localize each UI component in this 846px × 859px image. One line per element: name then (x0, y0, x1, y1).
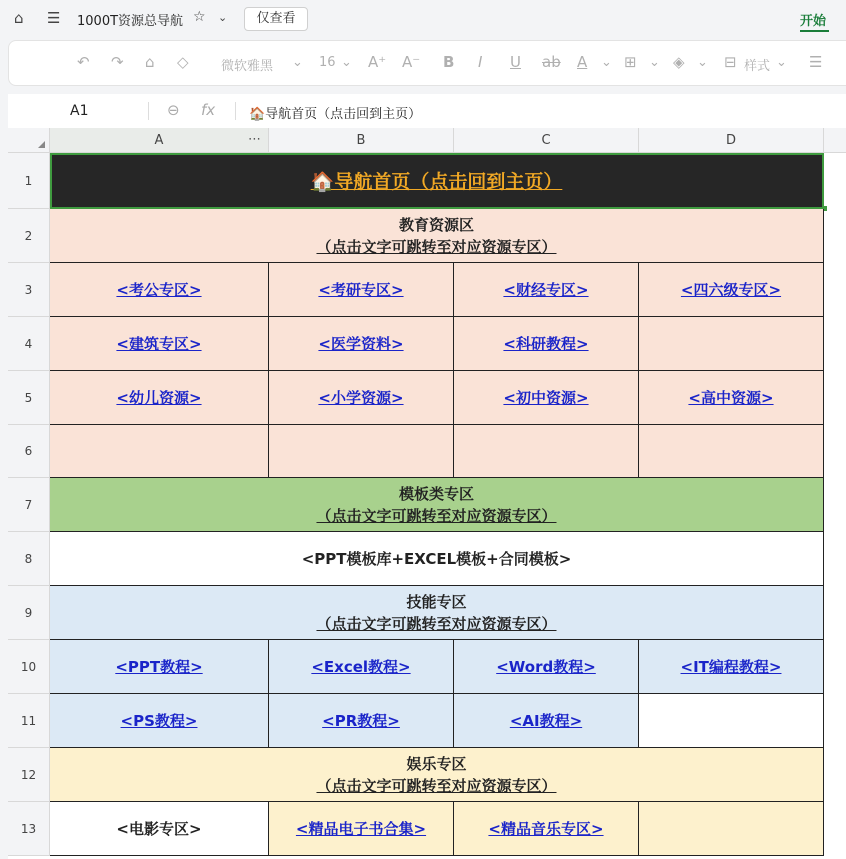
edu-section-header (50, 209, 824, 263)
decrease-font-icon[interactable]: A⁻ (402, 53, 421, 71)
row-header-1[interactable]: 1 (8, 153, 50, 209)
link-civil-service[interactable]: <考公专区> (116, 281, 202, 299)
cell-a13[interactable] (50, 802, 269, 856)
cell-a10[interactable] (50, 640, 269, 694)
cell-d13[interactable] (639, 802, 824, 856)
active-tab-indicator (800, 30, 829, 32)
movie-zone-text[interactable]: <电影专区> (116, 820, 202, 838)
chevron-down-icon[interactable]: ⌄ (218, 11, 228, 24)
font-size-select[interactable]: 16 (319, 55, 336, 70)
cell-c11[interactable] (454, 694, 639, 748)
column-header-c[interactable]: C (454, 128, 639, 153)
row-header-6[interactable]: 6 (8, 425, 50, 478)
row-header-10[interactable]: 10 (8, 640, 50, 694)
cell-b10[interactable] (269, 640, 454, 694)
toolbar (8, 40, 846, 86)
document-title: 1000T资源总导航 (77, 14, 184, 29)
cell-c5[interactable] (454, 371, 639, 425)
template-content-cell[interactable] (50, 532, 824, 586)
font-family-select[interactable]: 微软雅黑 (221, 59, 274, 74)
link-ai-tutorial[interactable]: <AI教程> (509, 712, 583, 730)
cell-c13[interactable] (454, 802, 639, 856)
row-header-9[interactable]: 9 (8, 586, 50, 640)
template-section-subtitle: （点击文字可跳转至对应资源专区） (316, 507, 557, 525)
link-preschool[interactable]: <幼儿资源> (116, 389, 202, 407)
skill-section-header (50, 586, 824, 640)
ent-section-header (50, 748, 824, 802)
formula-content[interactable]: 🏠导航首页（点击回到主页） (249, 107, 422, 122)
row-header-7[interactable]: 7 (8, 478, 50, 532)
zoom-icon[interactable]: ⊖ (167, 101, 180, 119)
divider (148, 102, 149, 120)
cell-a11[interactable] (50, 694, 269, 748)
cell-reference-box[interactable]: A1 (70, 103, 89, 119)
font-color-icon[interactable]: A (577, 53, 588, 71)
spreadsheet-grid (8, 128, 846, 859)
strikethrough-icon[interactable]: ab (542, 53, 561, 71)
link-medical[interactable]: <医学资料> (318, 335, 404, 353)
cell-c10[interactable] (454, 640, 639, 694)
bold-icon[interactable]: B (443, 53, 455, 71)
link-ppt-tutorial[interactable]: <PPT教程> (115, 658, 203, 676)
fill-color-icon[interactable]: ◈ (673, 53, 685, 71)
row-header-4[interactable]: 4 (8, 317, 50, 371)
style-button[interactable]: 样式 (744, 59, 771, 74)
skill-section-subtitle: （点击文字可跳转至对应资源专区） (316, 615, 557, 633)
template-section-header (50, 478, 824, 532)
chevron-down-icon[interactable]: ⌄ (697, 55, 708, 70)
column-header-e[interactable] (824, 128, 846, 153)
chevron-down-icon[interactable]: ⌄ (601, 55, 612, 70)
column-header-b[interactable]: B (269, 128, 454, 153)
border-icon[interactable]: ⊞ (624, 53, 637, 71)
nav-home-cell[interactable] (50, 153, 824, 209)
cell-d11[interactable] (639, 694, 824, 748)
menu-icon[interactable]: ☰ (47, 9, 61, 27)
link-cet[interactable]: <四六级专区> (680, 281, 782, 299)
cell-c3[interactable] (454, 263, 639, 317)
chevron-down-icon[interactable]: ⌄ (649, 55, 660, 70)
divider (235, 102, 236, 120)
more-icon[interactable]: ⋯ (248, 132, 262, 147)
link-postgrad-exam[interactable]: <考研专区> (318, 281, 404, 299)
row-header-13[interactable]: 13 (8, 802, 50, 856)
link-word-tutorial[interactable]: <Word教程> (496, 658, 596, 676)
italic-icon[interactable]: I (478, 53, 483, 71)
underline-icon[interactable]: U (510, 53, 521, 71)
ent-section-title: 娱乐专区 (406, 755, 467, 773)
skill-section-title: 技能专区 (406, 593, 467, 611)
cell-b13[interactable] (269, 802, 454, 856)
chevron-down-icon[interactable]: ⌄ (292, 55, 303, 70)
link-excel-tutorial[interactable]: <Excel教程> (311, 658, 411, 676)
row-header-5[interactable]: 5 (8, 371, 50, 425)
link-junior-high[interactable]: <初中资源> (503, 389, 589, 407)
link-research[interactable]: <科研教程> (503, 335, 589, 353)
chevron-down-icon[interactable]: ⌄ (341, 55, 352, 70)
tab-start[interactable]: 开始 (800, 14, 827, 29)
column-header-d[interactable]: D (639, 128, 824, 153)
view-only-button[interactable]: 仅查看 (244, 7, 308, 31)
cell-a6[interactable] (50, 425, 269, 478)
cell-d3[interactable] (639, 263, 824, 317)
top-bar (0, 0, 846, 36)
link-ps-tutorial[interactable]: <PS教程> (120, 712, 198, 730)
cell-d10[interactable] (639, 640, 824, 694)
cell-d5[interactable] (639, 371, 824, 425)
link-senior-high[interactable]: <高中资源> (688, 389, 774, 407)
row-header-8[interactable]: 8 (8, 532, 50, 586)
home-icon[interactable]: ⌂ (14, 9, 24, 27)
formula-bar (8, 94, 846, 128)
cell-b6[interactable] (269, 425, 454, 478)
row-header-12[interactable]: 12 (8, 748, 50, 802)
cell-a3[interactable] (50, 263, 269, 317)
link-pr-tutorial[interactable]: <PR教程> (322, 712, 400, 730)
cell-b5[interactable] (269, 371, 454, 425)
link-ebooks[interactable]: <精品电子书合集> (295, 820, 427, 838)
link-music[interactable]: <精品音乐专区> (488, 820, 604, 838)
link-architecture[interactable]: <建筑专区> (116, 335, 202, 353)
cell-b4[interactable] (269, 317, 454, 371)
row-header-2[interactable]: 2 (8, 209, 50, 263)
template-content-text[interactable]: <PPT模板库+EXCEL模板+合同模板> (301, 550, 572, 568)
column-header-a[interactable]: A ⋯ (50, 128, 269, 153)
cell-d6[interactable] (639, 425, 824, 478)
link-it-programming[interactable]: <IT编程教程> (680, 658, 782, 676)
redo-icon[interactable]: ↷ (111, 53, 124, 71)
function-icon[interactable]: fx (201, 101, 216, 119)
select-all-corner[interactable] (8, 128, 50, 153)
cell-c4[interactable] (454, 317, 639, 371)
edu-section-title: 教育资源区 (398, 216, 474, 234)
cell-d4[interactable] (639, 317, 824, 371)
ent-section-subtitle: （点击文字可跳转至对应资源专区） (316, 777, 557, 795)
template-section-title: 模板类专区 (398, 485, 474, 503)
cell-b3[interactable] (269, 263, 454, 317)
increase-font-icon[interactable]: A⁺ (368, 53, 387, 71)
link-finance[interactable]: <财经专区> (503, 281, 589, 299)
link-primary[interactable]: <小学资源> (318, 389, 404, 407)
nav-home-link[interactable]: 🏠导航首页（点击回到主页） (310, 171, 563, 193)
chevron-down-icon[interactable]: ⌄ (776, 55, 787, 70)
format-painter-icon[interactable]: ⌂ (145, 53, 155, 71)
cell-b11[interactable] (269, 694, 454, 748)
undo-icon[interactable]: ↶ (77, 53, 90, 71)
cell-a4[interactable] (50, 317, 269, 371)
style-icon[interactable]: ⊟ (724, 53, 737, 71)
cell-a5[interactable] (50, 371, 269, 425)
star-icon[interactable]: ☆ (193, 9, 206, 25)
cell-c6[interactable] (454, 425, 639, 478)
row-header-11[interactable]: 11 (8, 694, 50, 748)
row-header-3[interactable]: 3 (8, 263, 50, 317)
eraser-icon[interactable]: ◇ (177, 53, 189, 71)
align-icon[interactable]: ☰ (809, 53, 823, 71)
edu-section-subtitle: （点击文字可跳转至对应资源专区） (316, 238, 557, 256)
